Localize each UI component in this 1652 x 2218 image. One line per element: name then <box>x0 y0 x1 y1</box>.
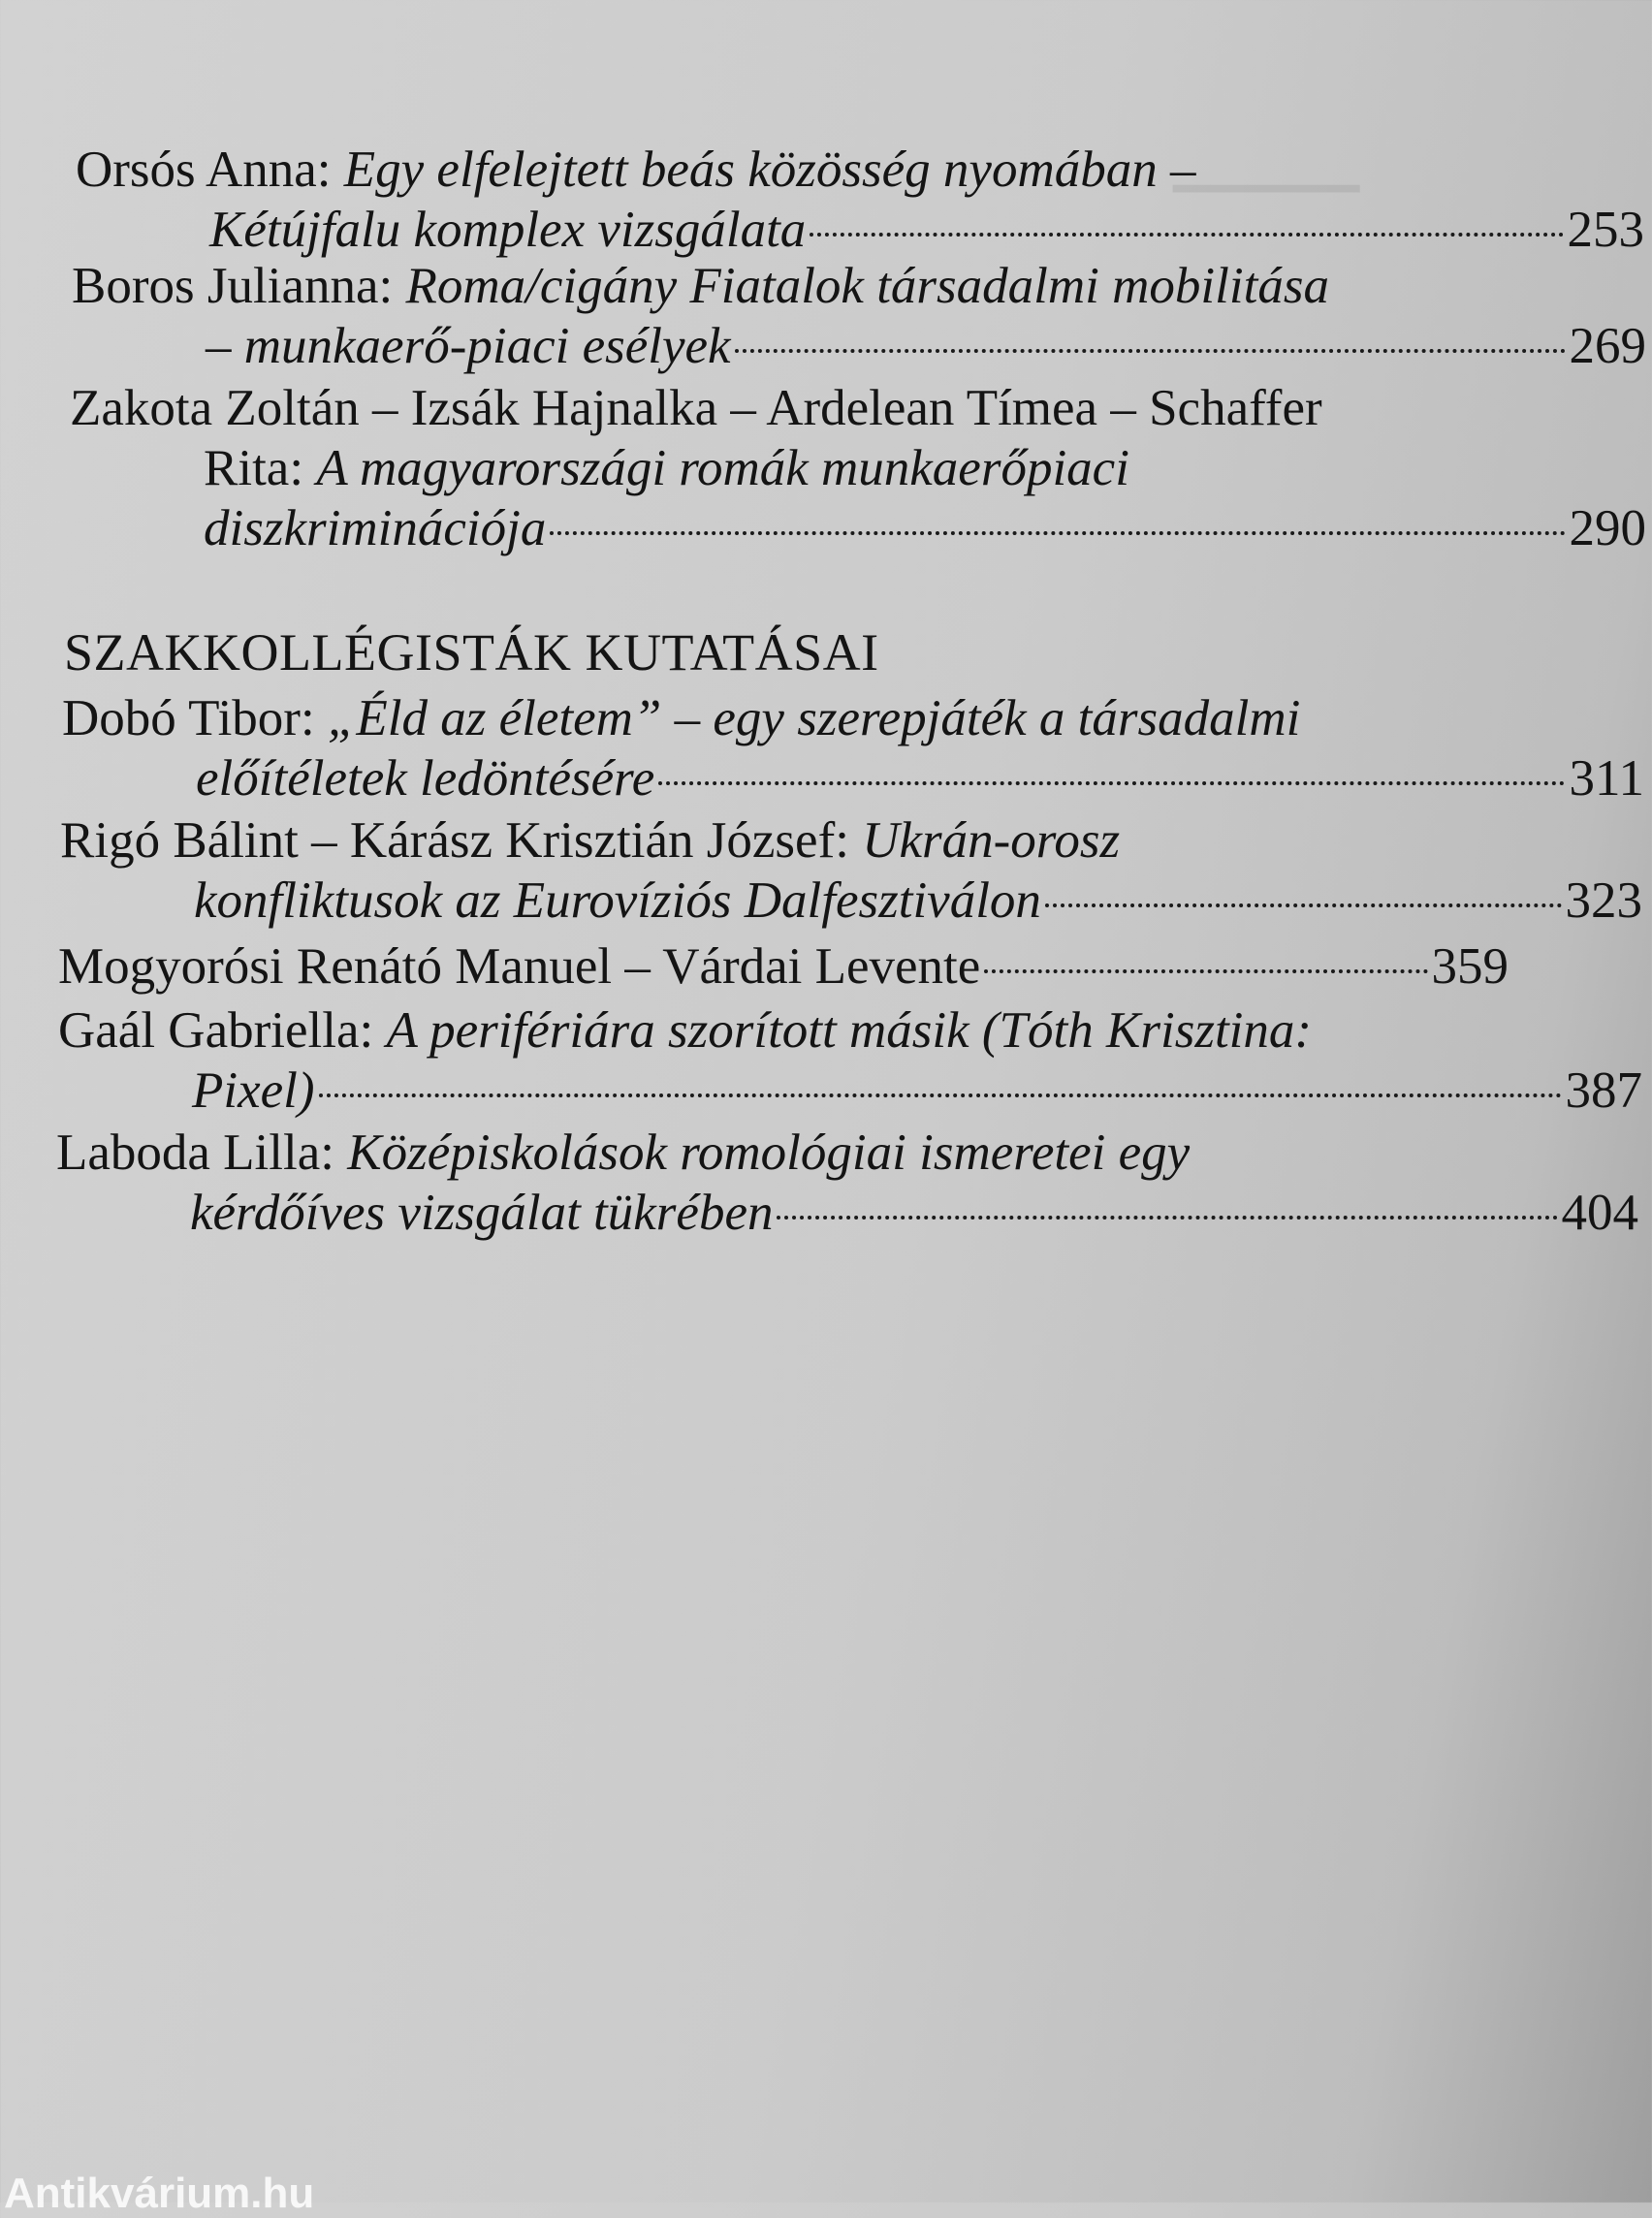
toc-entry <box>72 256 1646 376</box>
dot-leader <box>658 781 1565 785</box>
entry-title: A perifériára szorított másik (Tóth Krisztina: <box>386 1002 1313 1059</box>
entry-title-continued: diszkriminációja <box>204 500 547 556</box>
entry-author: Boros Julianna: <box>72 258 406 314</box>
dot-leader <box>810 233 1563 237</box>
page-number: 269 <box>1569 318 1646 374</box>
show-through-decoration: ▁▁▁▁▁ <box>1173 137 1360 191</box>
toc-entry-leader-line <box>62 748 1644 808</box>
entry-title: Egy elfelejtett beás közösség nyomában – <box>343 142 1196 198</box>
toc-entry-leader-line <box>58 1061 1642 1121</box>
toc-entry-leader-line <box>60 871 1642 931</box>
toc-entry-leader-line <box>76 200 1644 260</box>
page-number: 290 <box>1569 500 1646 556</box>
entry-title-continued: kérdőíves vizsgálat tükrében <box>190 1185 774 1241</box>
toc-entry-line <box>58 1000 1522 1061</box>
entry-author: Rita: <box>204 440 317 496</box>
dot-leader <box>1045 903 1562 907</box>
page-number: 311 <box>1569 750 1644 807</box>
dot-leader <box>735 349 1566 353</box>
dot-leader <box>984 969 1427 973</box>
page-number: 253 <box>1567 202 1644 258</box>
page-number: 359 <box>1431 938 1509 995</box>
toc-entry-leader-line <box>56 1183 1638 1243</box>
toc-entry-line <box>76 140 1540 200</box>
page-number: 404 <box>1561 1185 1638 1241</box>
toc-entry <box>60 810 1642 931</box>
entry-authors: Zakota Zoltán – Izsák Hajnalka – Ardelean Tímea – Schaffer <box>70 380 1322 436</box>
entry-author: Gaál Gabriella: <box>58 1002 387 1059</box>
toc-entry-line <box>72 256 1536 316</box>
watermark: Antikvárium.hu <box>4 2170 315 2217</box>
toc-entry <box>56 1123 1638 1243</box>
page-number: 387 <box>1565 1062 1642 1119</box>
toc-entry <box>58 1000 1642 1121</box>
toc-entry-leader-line <box>70 498 1646 558</box>
entry-title: „Éld az életem” – egy szerepjáték a társadalmi <box>327 690 1301 746</box>
entry-title-continued: Pixel) <box>192 1062 315 1119</box>
entry-author: Orsós Anna: <box>76 142 344 198</box>
toc-entry <box>76 140 1644 260</box>
entry-title-continued: Kétújfalu komplex vizsgálata <box>209 202 807 258</box>
toc-entry-line <box>60 810 1524 871</box>
dot-leader <box>319 1093 1562 1097</box>
entry-title: A magyarországi romák munkaerőpiaci <box>316 440 1129 496</box>
toc-entry-line <box>70 378 1534 438</box>
dot-leader <box>777 1216 1557 1220</box>
entry-author: Mogyorósi Renátó Manuel – Várdai Levente <box>58 938 981 995</box>
toc-entry <box>70 378 1646 558</box>
dot-leader <box>550 531 1565 535</box>
entry-author: Laboda Lilla: <box>56 1125 348 1181</box>
toc-entry-line <box>62 688 1526 748</box>
entry-author: Dobó Tibor: <box>62 690 328 746</box>
toc-entry-line <box>56 1123 1520 1183</box>
toc-entry <box>58 936 1522 997</box>
entry-title-continued: konfliktusok az Eurovíziós Dalfesztiválon <box>194 872 1041 929</box>
entry-title: Középiskolások romológiai ismeretei egy <box>347 1125 1191 1181</box>
toc-entry-leader-line <box>58 936 1509 997</box>
toc-entry <box>62 688 1644 808</box>
entry-title: Roma/cigány Fiatalok társadalmi mobilitása <box>405 258 1329 314</box>
entry-author: Rigó Bálint – Kárász Krisztián József: <box>60 812 863 869</box>
page-number: 323 <box>1565 872 1642 929</box>
toc-entry-leader-line <box>72 316 1646 376</box>
entry-title-continued: – munkaerő-piaci esélyek <box>206 318 731 374</box>
entry-title: Ukrán-orosz <box>862 812 1121 869</box>
entry-title-continued: előítéletek ledöntésére <box>196 750 655 807</box>
toc-entry-line <box>70 438 1534 498</box>
section-heading: SZAKKOLLÉGISTÁK KUTATÁSAI <box>64 623 879 681</box>
